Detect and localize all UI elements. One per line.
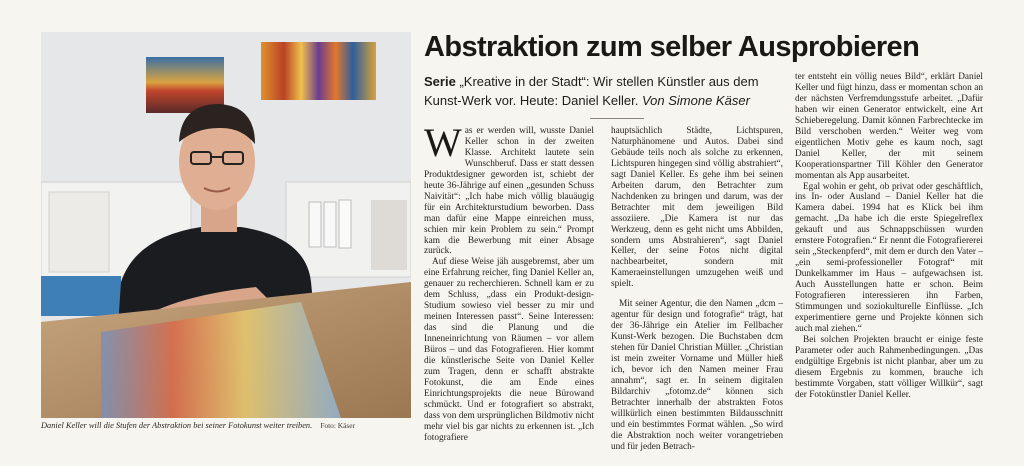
article-column-3 bbox=[795, 72, 983, 401]
deck-author: Von Simone Käser bbox=[641, 93, 750, 108]
photo-scene bbox=[41, 32, 411, 418]
headline: Abstraktion zum selber Ausprobieren bbox=[424, 31, 920, 63]
deck-kicker: Serie bbox=[424, 74, 456, 89]
paragraph: Egal wohin er geht, ob privat oder geschäftlich, ins In- oder Ausland – Daniel Keller hat die Kamera dabei. 1994 hat es Klick bei ihm gemacht. „Da habe ich die erste Spiegelreflex gekauft und aus Schnappschüssen wurden ernstere Fotografien.“ Er nennt die Fotografiererei sein „Steckenpferd“, mit dem er durch den Vater – „ein semi-professioneller Fotograf“ mit Dunkelkammer im Haus – aufgewachsen ist. Auch Ausstellungen hatte er schon. Beim Fotografieren interessieren ihn Farben, Stimmungen und soziokulturelle Einflüsse. „Ich experimentiere gerne und Projekte können sich auch mal ziehen.“ bbox=[795, 181, 983, 334]
photo-caption bbox=[41, 421, 411, 430]
caption-text: Daniel Keller will die Stufen der Abstraktion bei seiner Fotokunst weiter treiben. bbox=[41, 421, 313, 430]
article-photo bbox=[41, 32, 411, 418]
paragraph bbox=[424, 120, 594, 257]
article-column-2 bbox=[611, 126, 783, 453]
paragraph: Bei solchen Projekten braucht er einige feste Parameter oder auch Rahmenbedingungen. „Das endgültige Ergebnis ist nicht planbar, aber um zu diesem Ergebnis zu kommen, brauche ich bestimmte Vorgaben, statt völliger Willkür“, sagt der Fotokünstler Daniel Keller. bbox=[795, 334, 983, 400]
deck bbox=[424, 72, 794, 110]
paragraph: ter entsteht ein völlig neues Bild“, erklärt Daniel Keller und fügt hinzu, dass er momentan schon an der nächsten Verfremdungsstufe arbeitet. „Dafür haben wir einen Generator entwickelt, eine Art Schieberegelung. Damit können Farbrechtecke im Bild verschoben werden.“ Weiter weg vom eigentlichen Motiv gehe es kaum noch, sagt Daniel Keller, der mit seinem Kooperationspartner Till Köhler den Generator momentan als App ausarbeitet. bbox=[795, 72, 983, 181]
dropcap: W bbox=[424, 120, 462, 165]
paragraph: Auf diese Weise jäh ausgebremst, aber um eine Erfahrung reicher, fing Daniel Keller an, genauer zu recherchieren. Schnell kam er zu dem Schluss, „dass ein Produkt-design-Studium sowieso viel besser zu mir und meinen Interessen passt“. Seine Interessen: das sind die Planung und die Inneneinrichtung von Räumen – vor allem Büros – und das Fotografieren. Hier kommt die künstlerische Seite von Daniel Keller zum Tragen, denn er schafft abstrakte Fotokunst, die am Ende eines Einrichtungsprojekts die neue Bürowand schmückt. Und er fotografiert so abstrakt, dass von dem ursprünglichen Bildmotiv nicht mehr viel bis gar nichts zu erkennen ist. „Ich fotografiere bbox=[424, 257, 594, 443]
divider bbox=[590, 118, 644, 119]
paragraph: hauptsächlich Städte, Lichtspuren, Naturphänomene und Autos. Dabei sind Gebäude teils noch als solche zu erkennen, Lichtspuren hingegen sind völlig abstrahiert“, sagt Daniel Keller. Es gehe ihm bei seinen Arbeiten darum, den Betrachter zum Nachdenken zu bringen und darum, was der Betrachter mit dem jeweiligen Bild assoziiere. „Die Kamera ist nur das Werkzeug, denn es geht nicht ums Abbilden, sondern ums Abstrahieren“, sagt Daniel Keller, der seine Fotos nicht digital nachbearbeitet, sondern mit Kameraeinstellungen umzugehen weiß und spielt. bbox=[611, 126, 783, 290]
article-column-1 bbox=[424, 120, 594, 444]
deck-text: „Kreative in der Stadt“: Wir stellen Künstler aus dem Kunst-Werk vor. Heute: Daniel Keller. bbox=[424, 74, 759, 108]
paragraph: Mit seiner Agentur, die den Namen „dcm – agentur für design und fotografie“ trägt, hat der 36-Jährige ein Atelier im Fellbacher Kunst-Werk bezogen. Die Buchstaben dcm stehen für Daniel Christian Müller. „Christian ist mein zweiter Vorname und Müller hieß ich, bevor ich den Namen meiner Frau annahm“, sagt er. In seinem digitalen Bildarchiv „fotomz.de“ können sich Betrachter innerhalb der abstrakten Fotos willkürlich einen bestimmten Bildausschnitt und ein bestimmtes Format wählen. „So wird die Abstraktion noch weiter vorangetrieben und für jeden Betrach- bbox=[611, 299, 783, 452]
photo-credit: Foto: Käser bbox=[320, 421, 356, 430]
paragraph-text: as er werden will, wusste Daniel Keller schon in der zweiten Klasse. Architekt lautete sein Wunschberuf. Dass er statt dessen Produktdesigner geworden ist, schiebt der heute 36-Jährige auf einen „gesunden Schuss Naivität“: „Ich habe mich völlig blauäugig für ein Architekturstudium beworben. Dass man dafür eine Mappe einreichen muss, schien mir kein Problem zu sein.“ Prompt kam die Bewerbung mit einer Absage zurück. bbox=[424, 126, 594, 257]
